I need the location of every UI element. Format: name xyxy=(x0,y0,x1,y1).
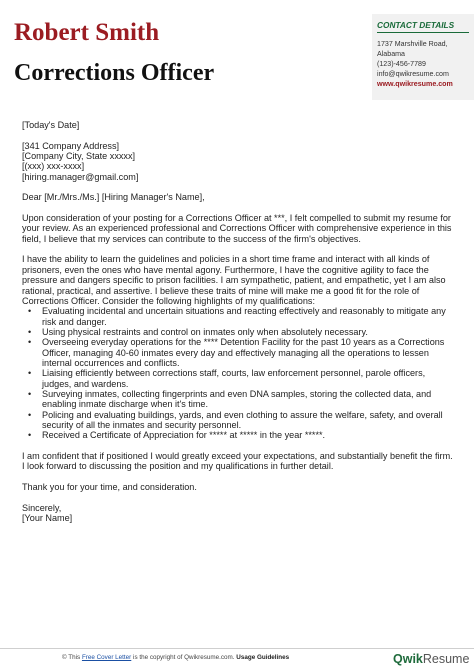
signature: [Your Name] xyxy=(22,513,73,524)
list-item: • Evaluating incidental and uncertain situations and reacting effectively and reasonably to mitigate any risk and danger. xyxy=(22,306,454,327)
list-item: • Surveying inmates, collecting fingerprints and even DNA samples, storing the collected data, and enabling inmate discharge when it's time. xyxy=(22,389,454,410)
footer-middle: is the copyright of Qwikresume.com. xyxy=(133,654,235,661)
contact-phone: (123)-456-7789 xyxy=(377,60,426,68)
list-item: • Policing and evaluating buildings, yards, and even clothing to assure the welfare, safety, and overall security of all the inmates and security personnel. xyxy=(22,410,454,431)
usage-guidelines-link[interactable]: Usage Guidelines xyxy=(236,654,290,661)
logo-resume: Resume xyxy=(422,652,470,666)
list-item: • Using physical restraints and control on inmates only when absolutely necessary. xyxy=(22,327,454,337)
copyright-icon: © xyxy=(62,654,67,661)
footer-copyright xyxy=(62,654,289,661)
thanks-line: Thank you for your time, and consideration. xyxy=(22,482,197,493)
letter-body xyxy=(22,120,454,523)
list-item: • Liaising efficiently between corrections staff, courts, law enforcement personnel, parole officers, judges, and wardens. xyxy=(22,368,454,389)
contact-details-box xyxy=(372,14,474,100)
contact-address-line1: 1737 Marshville Road, xyxy=(377,40,448,48)
letter-date: [Today's Date] xyxy=(22,120,80,130)
list-item: • Overseeing everyday operations for the **** Detention Facility for the past 10 years as a Corrections Officer, managing 40-60 inmates every day and effectively managing all the operations to lessen internal occurrences and conflicts. xyxy=(22,337,454,368)
free-cover-letter-link[interactable]: Free Cover Letter xyxy=(81,654,132,661)
contact-website[interactable]: www.qwikresume.com xyxy=(377,80,453,88)
list-item: • Received a Certificate of Appreciation for ***** at ***** in the year *****. xyxy=(22,430,454,440)
contact-heading: CONTACT DETAILS xyxy=(377,20,469,33)
qualifications-list xyxy=(22,306,454,440)
footer-divider xyxy=(0,648,474,649)
salutation: Dear [Mr./Mrs./Ms.] [Hiring Manager's Name], xyxy=(22,192,205,203)
paragraph-closing: I am confident that if positioned I would greatly exceed your expectations, and substantially benefit the firm. I look forward to discussing the position and my qualifications in further detail. xyxy=(22,451,453,472)
paragraph-abilities: I have the ability to learn the guidelines and policies in a short time frame and interact with all kinds of prisoners, even the ones who have mental agony. Furthermore, I have the cognitive agility to face the pressure and dangers specific to prison facilities. I am sympathetic, patient, and empathetic, yet I am also rational, practical, and assertive. I believe these traits of mine will make me a good fit for the role of Corrections Officer. Consider the following highlights of my qualifications: xyxy=(22,254,446,306)
recipient-city: [Company City, State xxxxx] xyxy=(22,151,136,162)
applicant-name: Robert Smith xyxy=(14,19,160,46)
closing: Sincerely, xyxy=(22,502,62,513)
contact-address-line2: Alabama xyxy=(377,50,405,58)
recipient-email: [hiring.manager@gmail.com] xyxy=(22,171,139,182)
page-footer xyxy=(0,648,474,670)
paragraph-intro: Upon consideration of your posting for a Corrections Officer at ***, I felt compelled to submit my resume for your review. As an experienced professional and Corrections Officer with comprehensive experience in this field, I believe that my services can contribute to the success of the firm's objectives. xyxy=(22,213,452,244)
job-title: Corrections Officer xyxy=(14,60,215,86)
recipient-phone: [(xxx) xxx-xxxx] xyxy=(22,161,85,172)
recipient-address: [341 Company Address] xyxy=(22,140,120,151)
contact-email[interactable]: info@qwikresume.com xyxy=(377,70,449,78)
footer-prefix: This xyxy=(68,654,81,661)
logo-qwik: Qwik xyxy=(393,652,423,666)
qwikresume-logo[interactable] xyxy=(393,652,469,666)
